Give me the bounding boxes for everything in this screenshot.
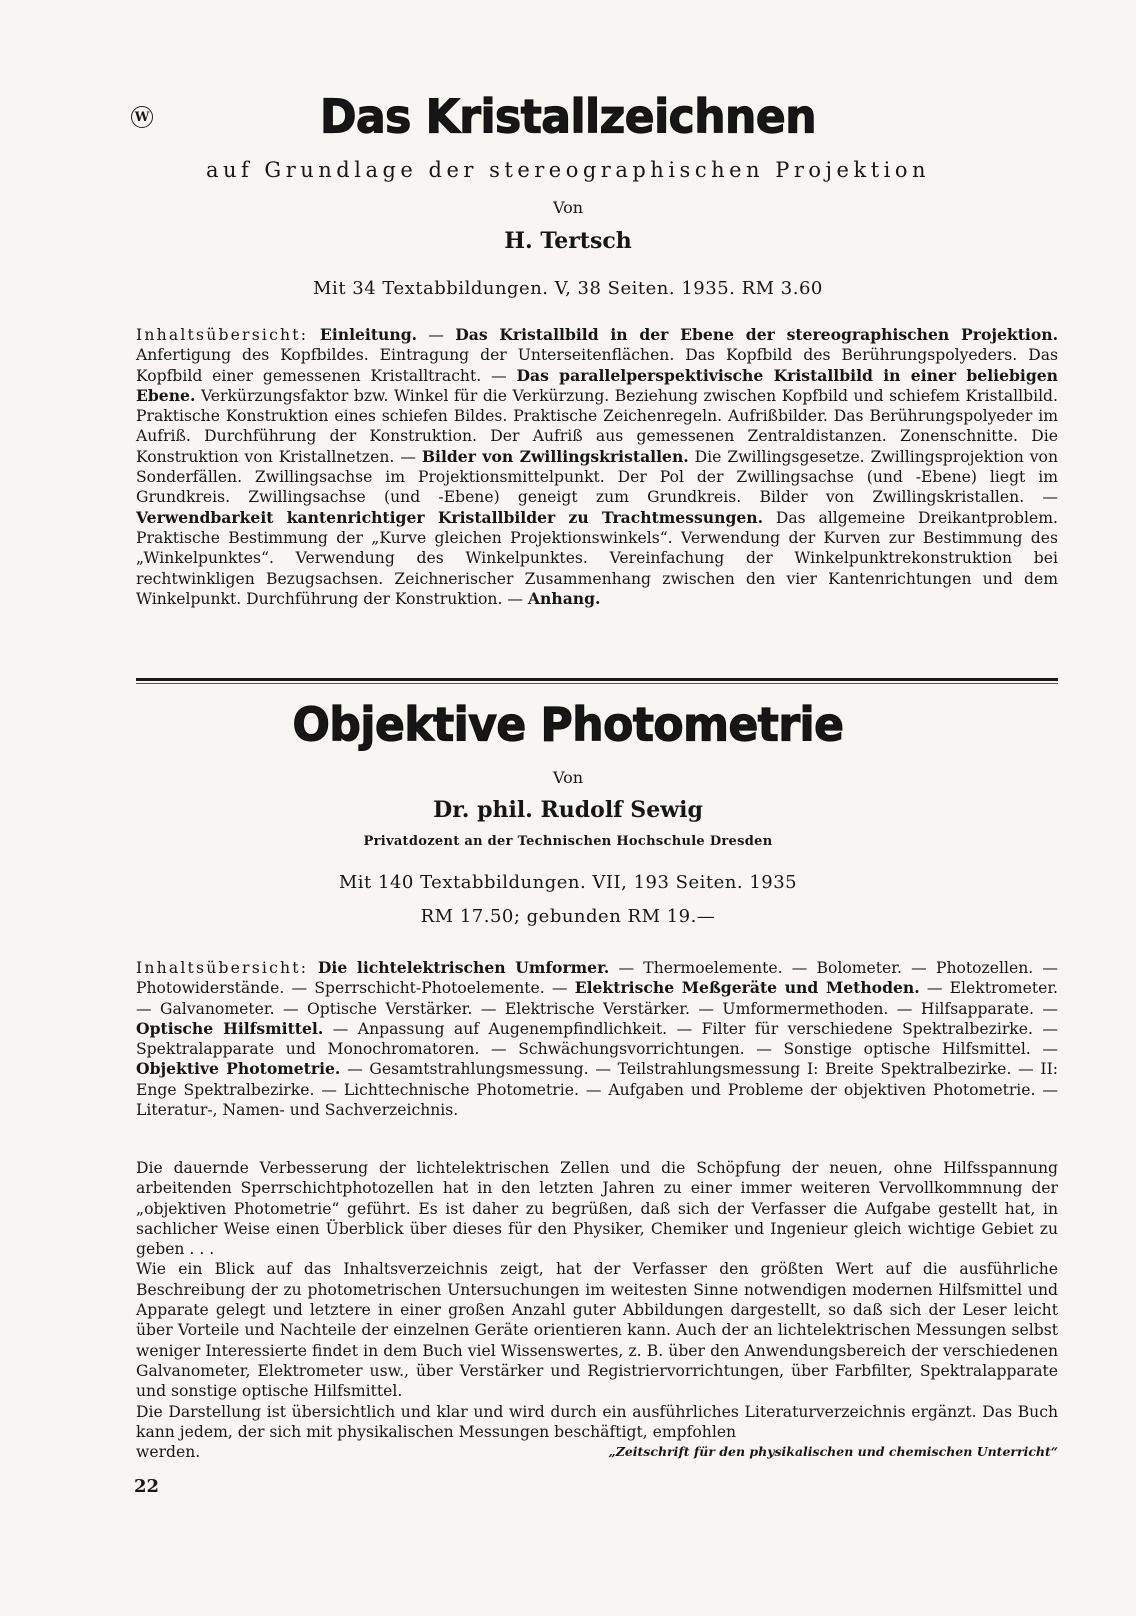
section-divider: [136, 678, 1058, 681]
book1-contents-body: [136, 326, 1058, 608]
book1-contents-label: Inhaltsübersicht:: [136, 326, 309, 344]
contents-text: —: [417, 326, 456, 344]
book2-author: Dr. phil. Rudolf Sewig: [433, 797, 703, 823]
book2-publication-info-line2: RM 17.50; gebunden RM 19.—: [420, 906, 716, 927]
review-source: „Zeitschrift für den physikalischen und chemischen Unterricht“: [608, 1444, 1058, 1460]
book2-title: Objektive Photometrie: [292, 698, 844, 753]
contents-text: Anfertigung des Kopfbildes. Eintragung der Unterseitenflächen. Das Kopfbild des Berührungspolyeders. Das Kopfbild einer gemessenen Kristalltracht. —: [136, 346, 1058, 385]
contents-heading: Bilder von Zwillingskristallen.: [421, 446, 689, 466]
contents-text: — Anpassung auf Augenempfindlichkeit. — Filter für verschiedene Spektralbezirke. — Spektralapparate und Monochromatoren. — Schwächungsvorrichtungen. — Sonstige optische Hilfsmittel. —: [136, 1019, 1058, 1059]
book1-author: H. Tertsch: [504, 228, 632, 254]
contents-heading: Anhang.: [527, 588, 601, 608]
book2-affiliation: Privatdozent an der Technischen Hochschule Dresden: [363, 834, 773, 849]
review-last-word: werden.: [136, 1443, 201, 1462]
contents-text: Die Zwillingsgesetze. Zwillingsprojektion von Sonderfällen. Zwillingsachse im Projektionsmittelpunkt. Der Pol der Zwillingsachse (und -Ebene) liegt im Grundkreis. Zwillingsachse (und -Ebene) geneigt zum Grundkreis. Bilder von Zwillingskristallen. —: [136, 447, 1058, 507]
book1-contents: [136, 325, 1058, 609]
review-paragraph: Wie ein Blick auf das Inhaltsverzeichnis zeigt, hat der Verfasser den größten Wert auf die ausführliche Beschreibung der zu photometrischen Untersuchungen im weitesten Sinne notwendigen modernen Hilfsmittel und Apparate gelegt und letztere in einer großen Anzahl guter Abbildungen dargestellt, so daß sich der Leser leicht über Vorteile und Nachteile der einzelnen Geräte orientieren kann. Auch der an lichtelektrischen Messungen selbst weniger Interessierte findet in dem Buch viel Wissenswertes, z. B. über den Anwendungsbereich der verschiedenen Galvanometer, Elektrometer usw., über Verstärker und Registriervorrichtungen, über Farbfilter, Spektralapparate und sonstige optische Hilfsmittel.: [136, 1260, 1058, 1401]
book2-contents-label: Inhaltsübersicht:: [136, 959, 309, 977]
book2-contents: [136, 958, 1058, 1120]
contents-text: Verkürzungsfaktor bzw. Winkel für die Verkürzung. Beziehung zwischen Kopfbild und schiefem Kristallbild. Praktische Konstruktion eines schiefen Bildes. Praktische Zeichenregeln. Aufrißbilder. Das Berührungspolyeder im Aufriß. Durchführung der Konstruktion. Der Aufriß aus gemessenen Zentraldistanzen. Zonenschnitte. Die Konstruktion von Kristallnetzen. —: [136, 386, 1058, 466]
contents-heading: Einleitung.: [308, 325, 418, 344]
contents-heading: Optische Hilfsmittel.: [136, 1018, 324, 1038]
contents-heading: Elektrische Meßgeräte und Methoden.: [574, 978, 920, 998]
contents-heading: Das Kristallbild in der Ebene der stereographischen Projektion.: [455, 325, 1059, 344]
book2-review: [136, 1158, 1058, 1462]
review-paragraph: Die Darstellung ist übersichtlich und klar und wird durch ein ausführliches Literaturverzeichnis ergänzt. Das Buch kann jedem, der sich mit physikalischen Messungen beschäftigt, empfohlen: [136, 1402, 1058, 1441]
book1-subtitle: auf Grundlage der stereographischen Projektion: [205, 158, 931, 182]
book1-von: Von: [552, 198, 584, 217]
contents-text: — Gesamtstrahlungsmessung. — Teilstrahlungsmessung I: Breite Spektralbezirke. — II: Enge Spektralbezirke. — Lichttechnische Photometrie. — Aufgaben und Probleme der objektiven Photometrie. — Literatur-, Namen- und Sachverzeichnis.: [136, 1060, 1058, 1120]
book2-publication-info-line1: Mit 140 Textabbildungen. VII, 193 Seiten. 1935: [338, 872, 798, 893]
book1-publication-info: Mit 34 Textabbildungen. V, 38 Seiten. 1935. RM 3.60: [313, 278, 823, 299]
contents-text: — Elektrometer. — Galvanometer. — Optische Verstärker. — Elektrische Verstärker. — Umformermethoden. — Hilfsapparate. —: [136, 979, 1059, 1018]
contents-text: — Thermoelemente. — Bolometer. — Photozellen. — Photowiderstände. — Sperrschicht-Photoelemente. —: [136, 959, 1058, 998]
contents-heading: Objektive Photometrie.: [136, 1059, 341, 1079]
contents-heading: Die lichtelektrischen Umformer.: [308, 958, 610, 977]
contents-heading: Verwendbarkeit kantenrichtiger Kristallbilder zu Trachtmessungen.: [136, 507, 764, 527]
contents-heading: Das parallelperspektivische Kristallbild in einer beliebigen Ebene.: [136, 365, 1058, 405]
review-paragraph: Die dauernde Verbesserung der lichtelektrischen Zellen und die Schöpfung der neuen, ohne Hilfsspannung arbeitenden Sperrschichtphotozellen hat in den letzten Jahren zu einer immer weiteren Vervollkommnung der „objektiven Photometrie“ geführt. Es ist daher zu begrüßen, daß sich der Verfasser die Aufgabe gestellt hat, in sachlicher Weise einen Überblick über dieses für den Physiker, Chemiker und Ingenieur gleich wichtige Gebiet zu geben . . .: [136, 1159, 1058, 1259]
page-number: 22: [134, 1476, 160, 1497]
book2-von: Von: [552, 768, 584, 787]
contents-text: Das allgemeine Dreikantproblem. Praktische Bestimmung der „Kurve gleichen Projektionswinkels“. Verwendung der Kurven zur Bestimmung des „Winkelpunktes“. Verwendung des Winkelpunktes. Vereinfachung der Winkelpunktrekonstruktion bei rechtwinkligen Bezugsachsen. Zeichnerischer Zusammenhang zwischen den vier Kantenrichtungen und dem Winkelpunkt. Durchführung der Konstruktion. —: [136, 508, 1058, 608]
publisher-logo: W: [131, 106, 153, 128]
book2-contents-body: [136, 959, 1058, 1119]
review-source-line: [136, 1442, 1058, 1462]
book1-title: Das Kristallzeichnen: [319, 90, 817, 145]
